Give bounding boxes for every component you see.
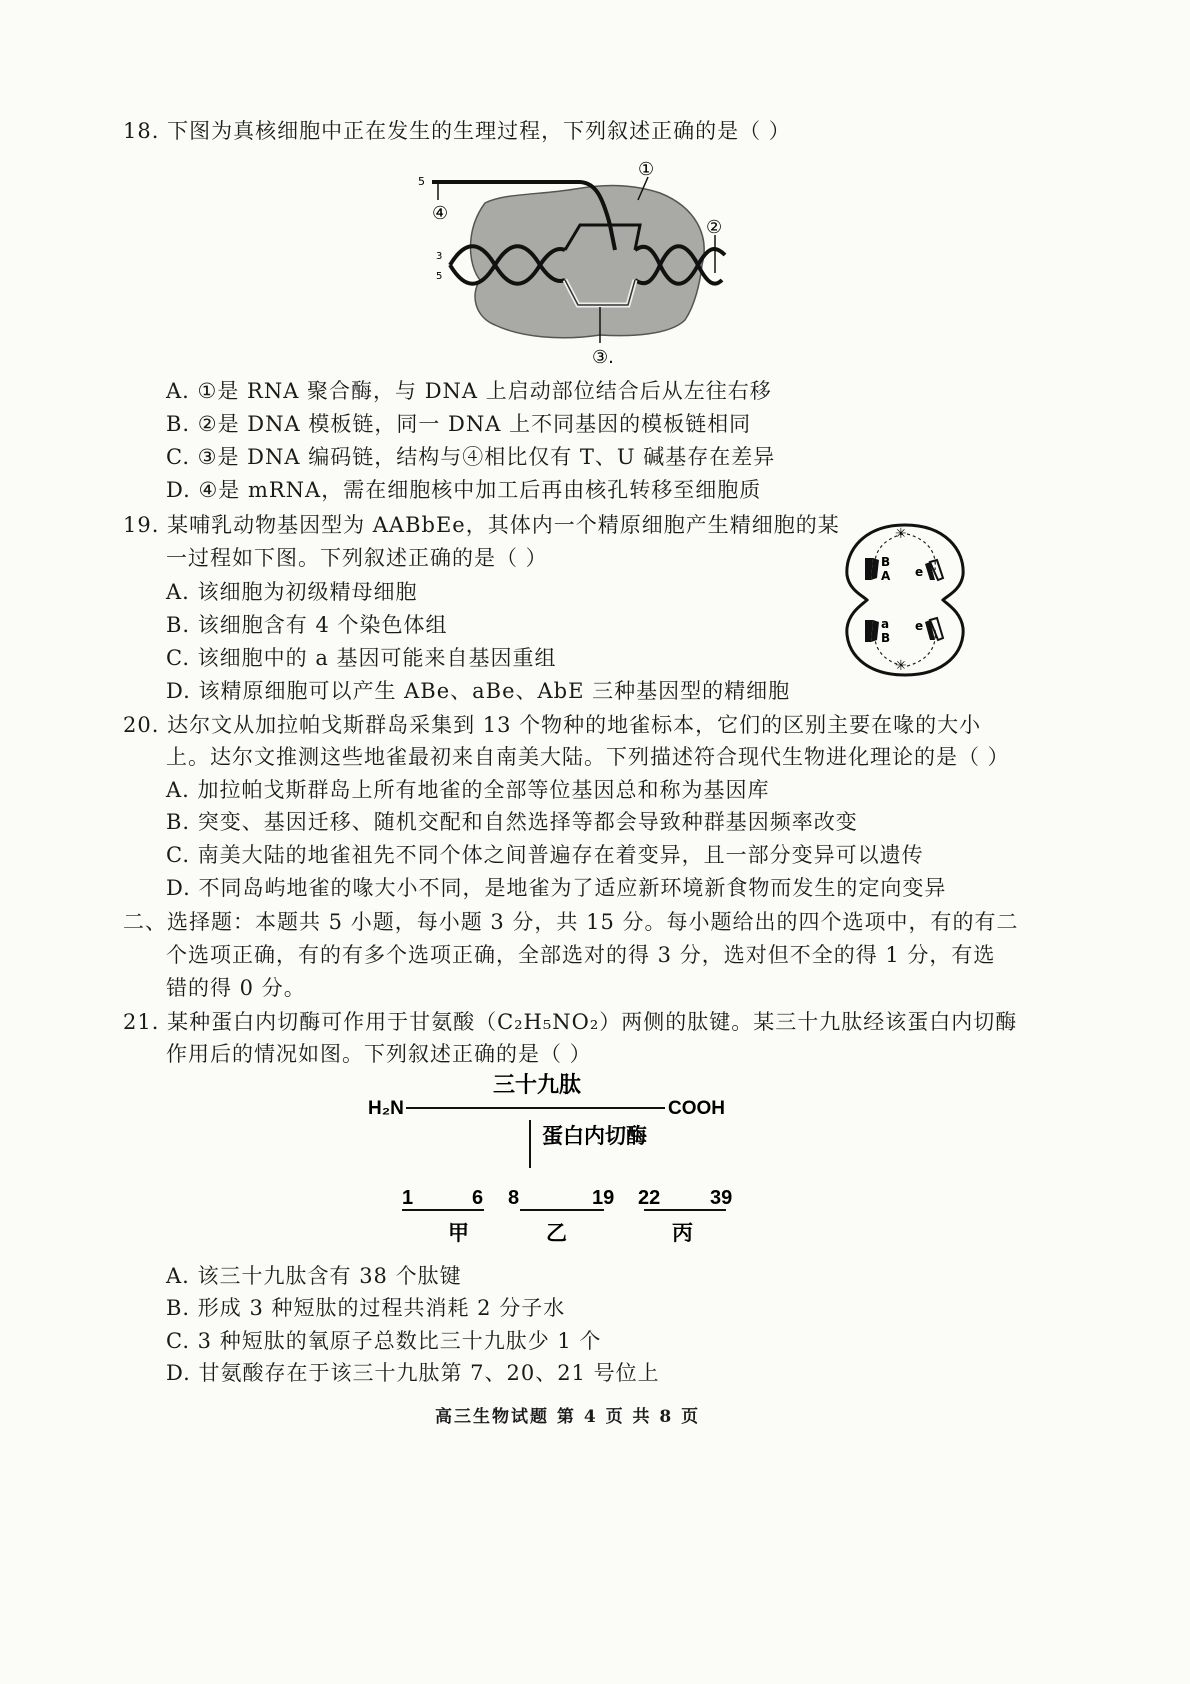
dividing-cell-diagram xyxy=(835,520,975,680)
gene-label-A: A xyxy=(881,569,891,583)
q20-option-b: B. 突变、基因迁移、随机交配和自然选择等都会导致种群基因频率改变 xyxy=(166,810,858,834)
peptide-cleavage-diagram xyxy=(360,1068,760,1258)
fragment-yi-label: 乙 xyxy=(546,1222,567,1245)
centrosome-bottom-icon: ✳ xyxy=(895,658,907,674)
label-circle-3: ③. xyxy=(592,347,614,368)
q20-option-c: C. 南美大陆的地雀祖先不同个体之间普遍存在着变异，且一部分变异可以遗传 xyxy=(166,843,924,867)
residue-8: 8 xyxy=(508,1187,520,1209)
label-3-prime: 3 xyxy=(436,251,443,262)
q18-option-c: C. ③是 DNA 编码链，结构与④相比仅有 T、U 碱基存在差异 xyxy=(166,445,776,469)
gene-label-B-top: B xyxy=(881,555,891,569)
q21-option-c: C. 3 种短肽的氧原子总数比三十九肽少 1 个 xyxy=(166,1329,602,1353)
q18-option-b: B. ②是 DNA 模板链，同一 DNA 上不同基因的模板链相同 xyxy=(166,412,752,436)
q18-option-d: D. ④是 mRNA，需在细胞核中加工后再由核孔转移至细胞质 xyxy=(166,478,762,502)
label-circle-4: ④ xyxy=(432,203,449,224)
transcription-diagram xyxy=(410,155,740,370)
section2-line3: 错的得 0 分。 xyxy=(166,976,306,1000)
q21-stem-line2: 作用后的情况如图。下列叙述正确的是（ ） xyxy=(166,1042,592,1066)
q19-stem-line1: 19. 某哺乳动物基因型为 AABbEe，其体内一个精原细胞产生精细胞的某 xyxy=(123,513,840,537)
q18-option-a: A. ①是 RNA 聚合酶，与 DNA 上启动部位结合后从左往右移 xyxy=(166,379,772,403)
residue-6: 6 xyxy=(472,1187,484,1209)
q19-stem-line2: 一过程如下图。下列叙述正确的是（ ） xyxy=(166,546,548,570)
q21-option-d: D. 甘氨酸存在于该三十九肽第 7、20、21 号位上 xyxy=(166,1361,660,1385)
rna-polymerase-blob xyxy=(470,186,704,338)
gene-label-B-bottom: B xyxy=(881,631,891,645)
residue-39: 39 xyxy=(710,1187,733,1209)
q19-option-d: D. 该精原细胞可以产生 ABe、aBe、AbE 三种基因型的精细胞 xyxy=(166,679,791,703)
q20-option-a: A. 加拉帕戈斯群岛上所有地雀的全部等位基因总和称为基因库 xyxy=(166,778,770,802)
enzyme-label: 蛋白内切酶 xyxy=(542,1125,647,1148)
gene-label-a: a xyxy=(881,617,890,631)
label-circle-1: ① xyxy=(638,159,655,180)
gene-label-e-top: e xyxy=(915,565,924,579)
q21-option-b: B. 形成 3 种短肽的过程共消耗 2 分子水 xyxy=(166,1296,566,1320)
page-footer: 高三生物试题 第 4 页 共 8 页 xyxy=(435,1407,701,1427)
gene-label-e-bottom: e xyxy=(915,619,924,633)
q18-stem: 18. 下图为真核细胞中正在发生的生理过程，下列叙述正确的是（ ） xyxy=(123,119,791,143)
peptide-n-terminus: H₂N xyxy=(368,1098,404,1119)
q21-option-a: A. 该三十九肽含有 38 个肽键 xyxy=(166,1264,462,1288)
centrosome-top-icon: ✳ xyxy=(895,526,907,542)
label-5-prime-top: 5 xyxy=(418,175,425,188)
q19-option-a: A. 该细胞为初级精母细胞 xyxy=(166,580,418,604)
q19-option-b: B. 该细胞含有 4 个染色体组 xyxy=(166,613,448,637)
q20-option-d: D. 不同岛屿地雀的喙大小不同，是地雀为了适应新环境新食物而发生的定向变异 xyxy=(166,876,947,900)
fragment-jia-label: 甲 xyxy=(448,1222,469,1245)
section2-line2: 个选项正确，有的有多个选项正确，全部选对的得 3 分，选对但不全的得 1 分，有选 xyxy=(166,943,996,967)
q19-option-c: C. 该细胞中的 a 基因可能来自基因重组 xyxy=(166,646,557,670)
section2-line1: 二、选择题：本题共 5 小题，每小题 3 分，共 15 分。每小题给出的四个选项中，有的有二 xyxy=(123,910,1019,934)
q20-stem-line1: 20. 达尔文从加拉帕戈斯群岛采集到 13 个物种的地雀标本，它们的区别主要在喙的大小 xyxy=(123,713,982,737)
label-5-prime: 5 xyxy=(436,271,443,282)
peptide-c-terminus: COOH xyxy=(668,1098,725,1119)
q21-stem-line1: 21. 某种蛋白内切酶可作用于甘氨酸（C₂H₅NO₂）两侧的肽键。某三十九肽经该蛋白内切酶 xyxy=(123,1010,1018,1034)
residue-22: 22 xyxy=(638,1187,661,1209)
residue-1: 1 xyxy=(402,1187,414,1209)
residue-19: 19 xyxy=(592,1187,615,1209)
cell-membrane xyxy=(847,525,963,675)
label-circle-2: ② xyxy=(706,217,723,238)
q20-stem-line2: 上。达尔文推测这些地雀最初来自南美大陆。下列描述符合现代生物进化理论的是（ ） xyxy=(166,745,1010,769)
peptide-title: 三十九肽 xyxy=(493,1072,582,1097)
fragment-bing-label: 丙 xyxy=(672,1222,693,1245)
